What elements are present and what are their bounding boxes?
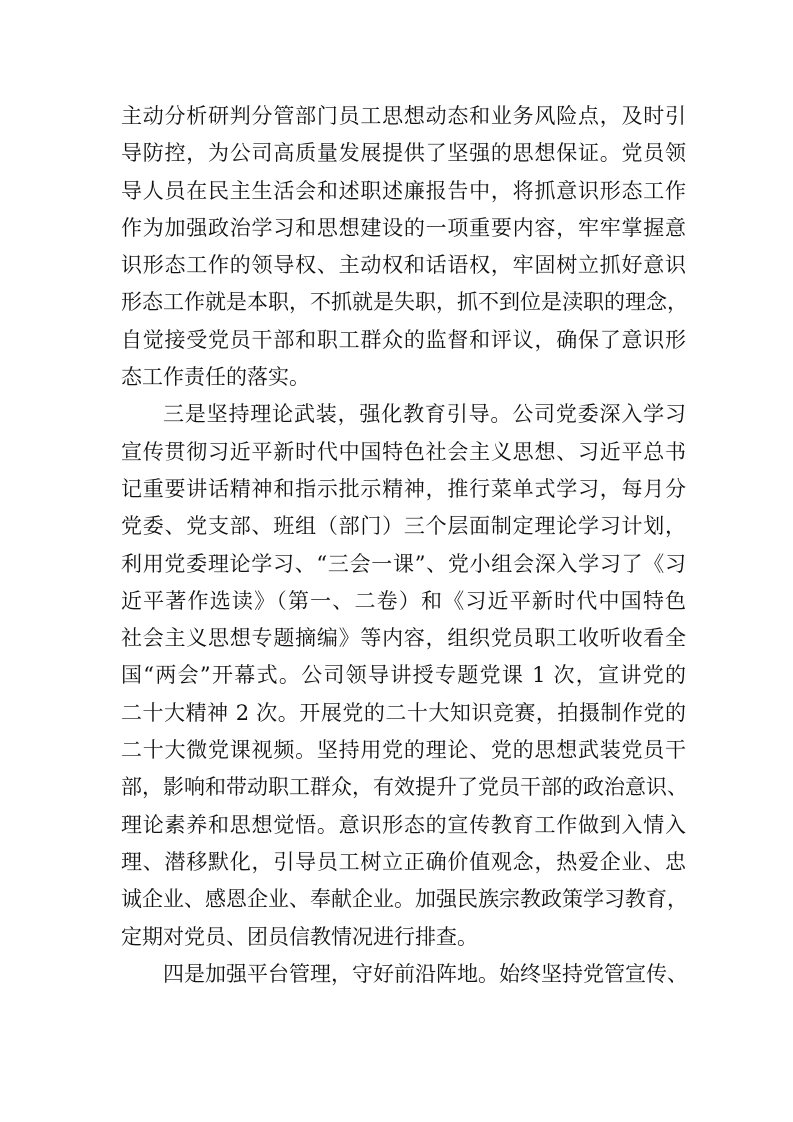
text-line: 记重要讲话精神和指示批示精神，推行菜单式学习，每月分 <box>121 476 686 501</box>
text-line: 近平著作选读》（第一、二卷）和《习近平新时代中国特色 <box>121 588 686 613</box>
text-line: 诚企业、感恩企业、奉献企业。加强民族宗教政策学习教育， <box>121 887 688 912</box>
text-line: 三是坚持理论武装，强化教育引导。公司党委深入学习 <box>163 402 686 427</box>
text-line: 部，影响和带动职工群众，有效提升了党员干部的政治意识、 <box>121 775 688 800</box>
text-line: 理论素养和思想觉悟。意识形态的宣传教育工作做到入情入 <box>121 812 686 837</box>
text-line: 自觉接受党员干部和职工群众的监督和评议，确保了意识形 <box>121 327 686 352</box>
paragraph <box>121 956 686 993</box>
text-line: 态工作责任的落实。 <box>121 365 310 390</box>
text-line: 二十大精神 2 次。开展党的二十大知识竞赛，拍摄制作党的 <box>121 700 686 725</box>
text-line: 导防控，为公司高质量发展提供了坚强的思想保证。党员领 <box>121 141 686 166</box>
text-line: 二十大微党课视频。坚持用党的理论、党的思想武装党员干 <box>121 738 686 763</box>
text-line: 党委、党支部、班组（部门）三个层面制定理论学习计划， <box>121 514 686 539</box>
text-line: 识形态工作的领导权、主动权和话语权，牢固树立抓好意识 <box>121 253 686 278</box>
text-line: 社会主义思想专题摘编》等内容，组织党员职工收听收看全 <box>121 626 686 651</box>
paragraph <box>121 98 686 396</box>
text-line: 利用党委理论学习、“三会一课”、党小组会深入学习了《习 <box>121 551 686 576</box>
text-line: 主动分析研判分管部门员工思想动态和业务风险点，及时引 <box>121 104 686 128</box>
text-line: 导人员在民主生活会和述职述廉报告中，将抓意识形态工作 <box>121 178 686 203</box>
paragraph <box>121 396 686 955</box>
text-line: 理、潜移默化，引导员工树立正确价值观念，热爱企业、忠 <box>121 849 686 874</box>
text-line: 宣传贯彻习近平新时代中国特色社会主义思想、习近平总书 <box>121 439 686 464</box>
text-line: 定期对党员、团员信教情况进行排查。 <box>121 924 478 949</box>
document-page <box>121 98 686 993</box>
text-line: 形态工作就是本职，不抓就是失职，抓不到位是渎职的理念， <box>121 290 688 315</box>
text-line: 四是加强平台管理，守好前沿阵地。始终坚持党管宣传、 <box>163 961 688 986</box>
text-line: 作为加强政治学习和思想建设的一项重要内容，牢牢掌握意 <box>121 215 686 240</box>
text-line: 国“两会”开幕式。公司领导讲授专题党课 1 次，宣讲党的 <box>121 663 686 688</box>
